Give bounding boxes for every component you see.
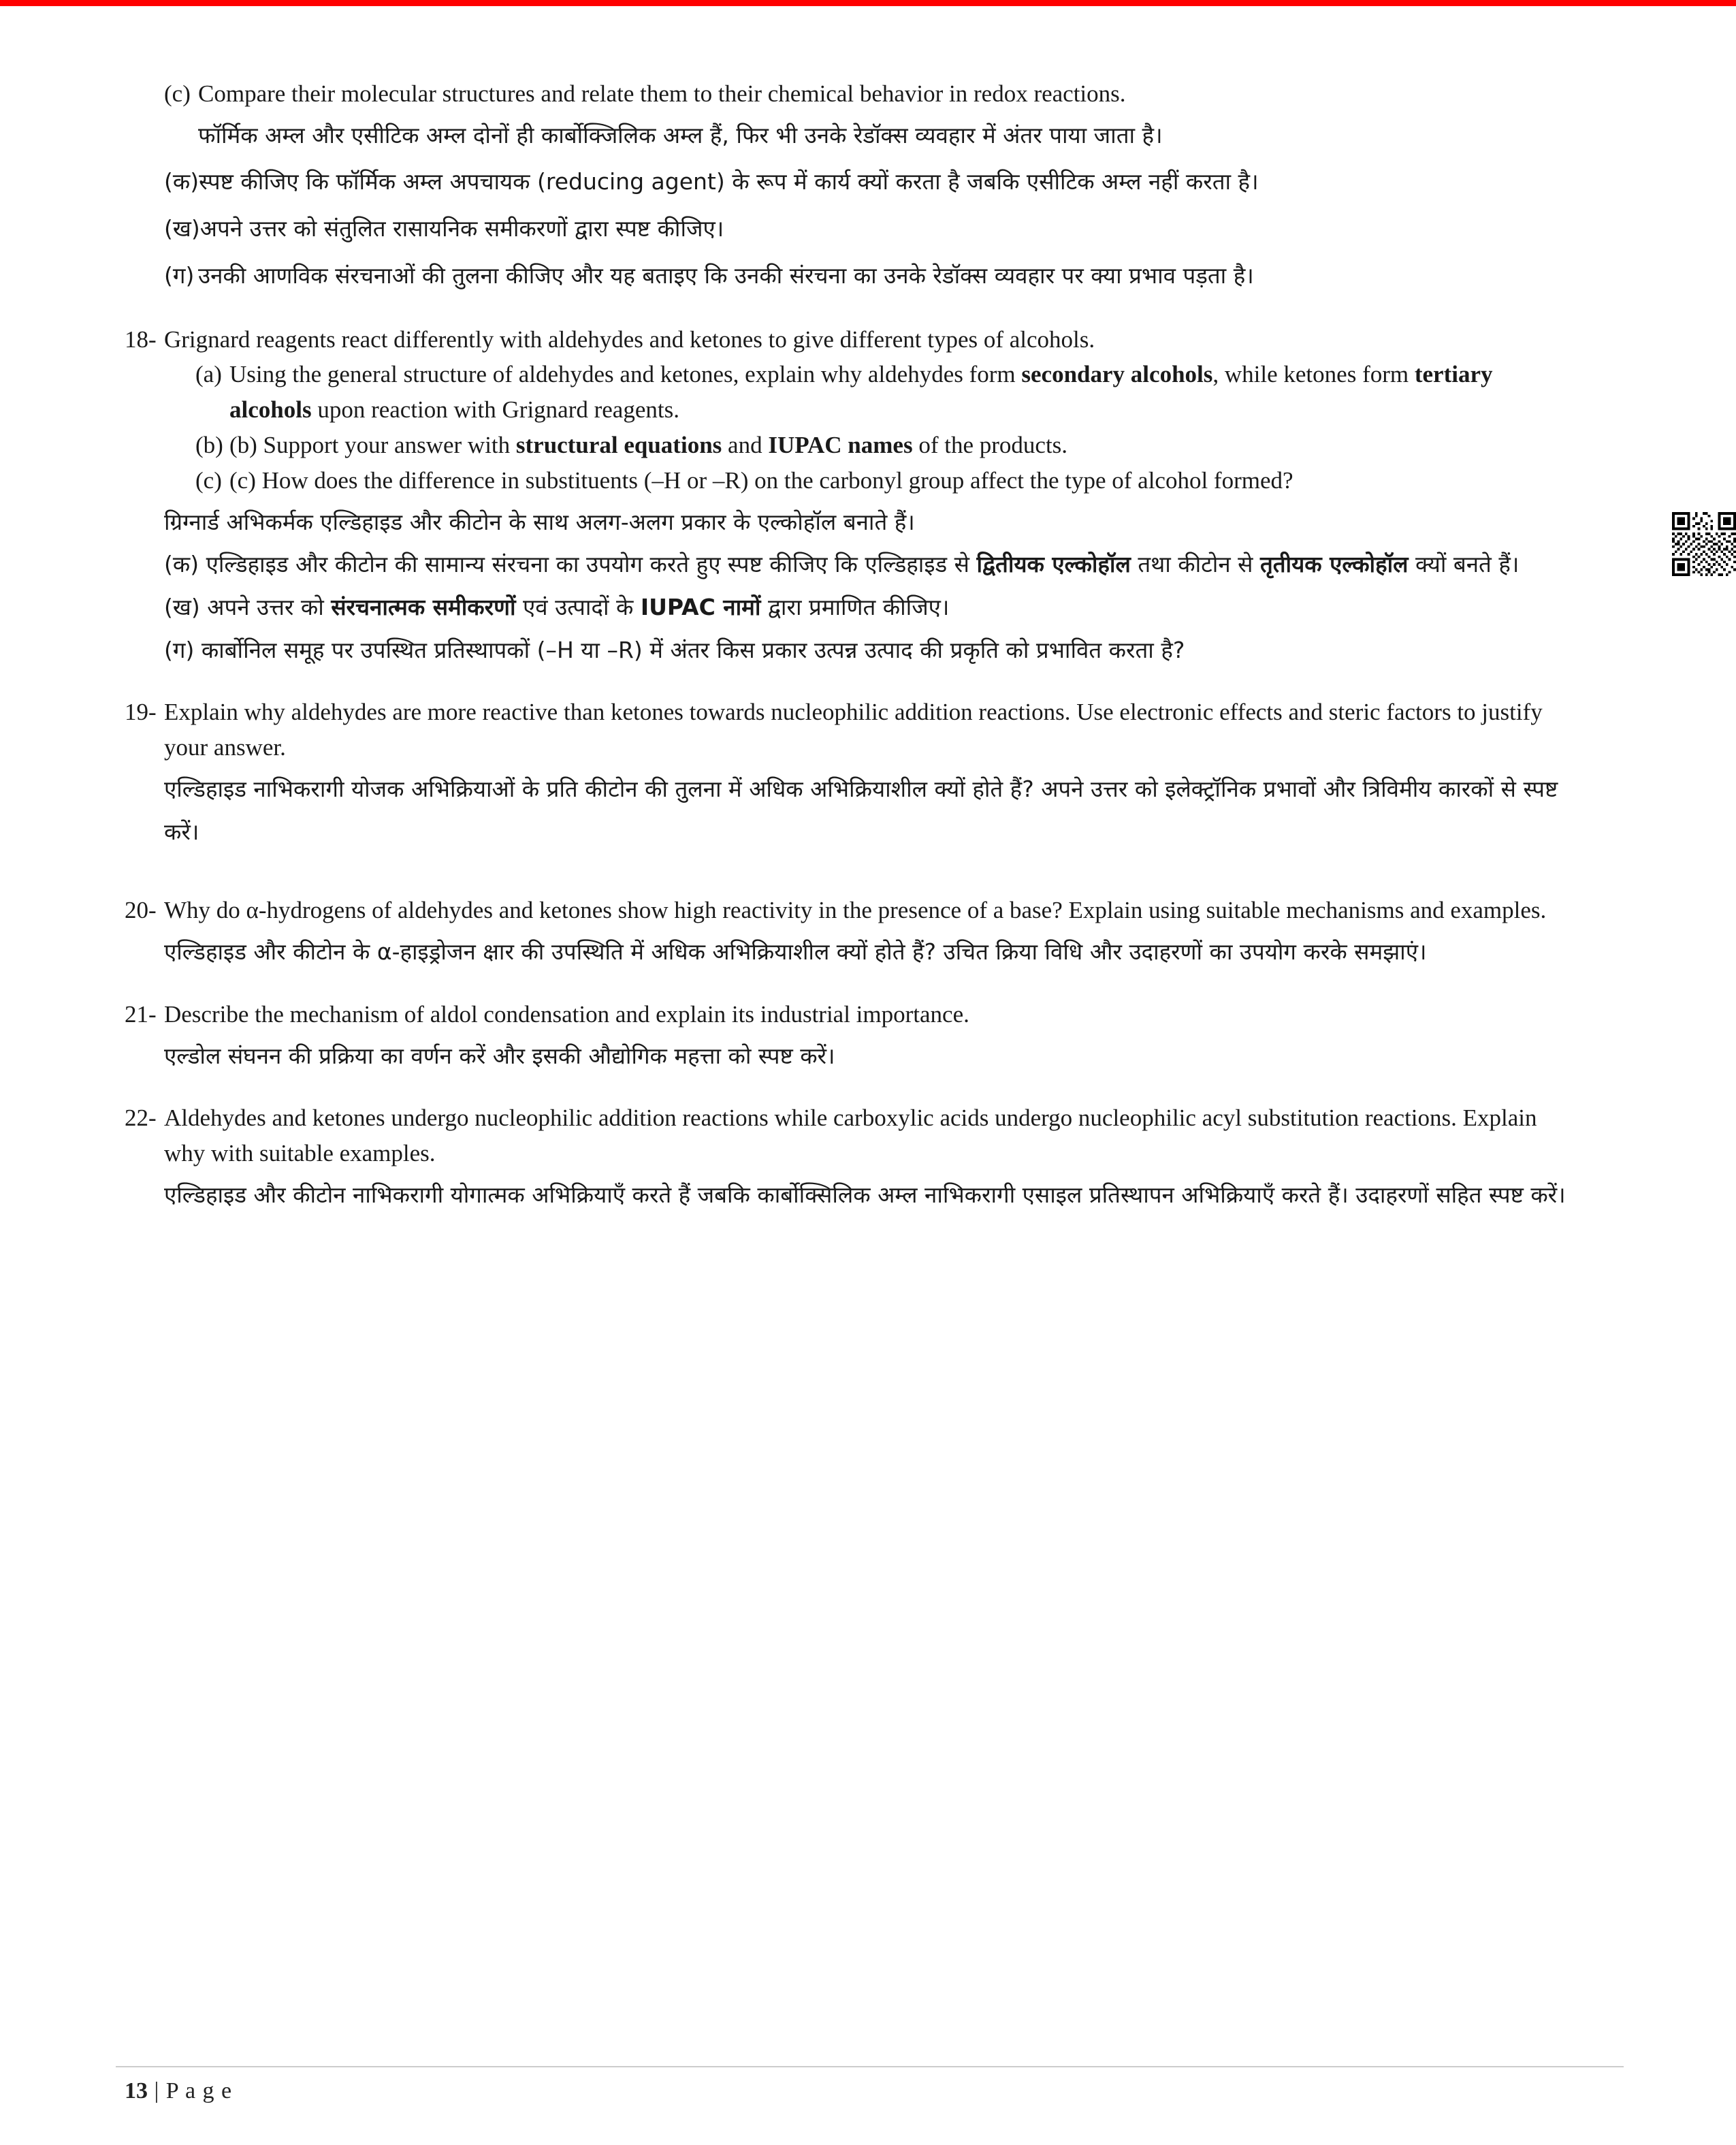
question-text-hi: एल्डिहाइड और कीटोन के α-हाइड्रोजन क्षार की उपस्थिति में अधिक अभिक्रियाशील क्यों होते हैं? उचित क्रिया विधि और उदाहरणों का उपयोग करके समझाएं। bbox=[164, 938, 1427, 966]
text-segment: द्वारा प्रमाणित कीजिए। bbox=[760, 593, 950, 620]
item-18-ka-hi bbox=[164, 543, 1575, 586]
item-17c bbox=[164, 76, 1575, 157]
question-number: 18- bbox=[125, 325, 157, 353]
page-content bbox=[125, 76, 1575, 1240]
bold-text: संरचनात्मक समीकरणों bbox=[331, 593, 516, 620]
item-17-ga bbox=[164, 255, 1575, 298]
item-label: (c) bbox=[164, 80, 191, 107]
bold-text: secondary alcohols bbox=[1021, 361, 1213, 388]
text-segment: Using the general structure of aldehydes and ketones, explain why aldehydes form bbox=[229, 361, 1022, 388]
item-text-hi: अपने उत्तर को संतुलित रासायनिक समीकरणों द्वारा स्पष्ट कीजिए। bbox=[199, 215, 724, 242]
question-text-hi: एल्डोल संघनन की प्रक्रिया का वर्णन करें और इसकी औद्योगिक महत्ता को स्पष्ट करें। bbox=[164, 1042, 835, 1069]
text-segment: एवं उत्पादों के bbox=[515, 593, 641, 620]
question-text-en: Grignard reagents react differently with aldehydes and ketones to give different types of alcohols. bbox=[164, 325, 1095, 353]
item-18c bbox=[195, 463, 1575, 498]
text-segment: तथा कीटोन से bbox=[1130, 551, 1260, 578]
item-text-en: Compare their molecular structures and relate them to their chemical behavior in redox reactions. bbox=[198, 80, 1126, 107]
footer-divider bbox=[116, 2066, 1624, 2067]
item-label: (ग) bbox=[164, 261, 195, 289]
item-label: (क) bbox=[164, 168, 199, 195]
qr-code-icon bbox=[1672, 512, 1736, 576]
item-text-en bbox=[229, 357, 1575, 428]
item-text-en bbox=[229, 428, 1575, 463]
top-border bbox=[0, 0, 1736, 6]
question-number: 20- bbox=[125, 897, 157, 924]
item-18b bbox=[195, 428, 1575, 463]
qr-code bbox=[1672, 512, 1736, 576]
question-text-en: Why do α-hydrogens of aldehydes and ketones show high reactivity in the presence of a base? Explain using suitable mechanisms and examples. bbox=[164, 897, 1547, 924]
text-segment: (b) Support your answer with bbox=[229, 431, 516, 458]
question-text-en: Aldehydes and ketones undergo nucleophilic addition reactions while carboxylic acids undergo nucleophilic acyl substitution reactions. Explain why with suitable examples. bbox=[164, 1105, 1537, 1167]
text-segment: of the products. bbox=[912, 431, 1068, 458]
page-footer-label: | P a g e bbox=[148, 2078, 233, 2103]
item-18-kha-hi bbox=[164, 586, 1575, 629]
page-footer bbox=[125, 2078, 232, 2104]
item-label: (b) bbox=[195, 431, 223, 458]
text-segment: and bbox=[722, 431, 769, 458]
item-text-hi: उनकी आणविक संरचनाओं की तुलना कीजिए और यह बताइए कि उनकी संरचना का उनके रेडॉक्स व्यवहार पर क्या प्रभाव पड़ता है। bbox=[198, 261, 1254, 289]
item-label: (a) bbox=[195, 361, 222, 388]
question-text-en: Explain why aldehydes are more reactive than ketones towards nucleophilic addition reactions. Use electronic effects and steric factors to justify your answer. bbox=[164, 699, 1543, 761]
item-18a bbox=[195, 357, 1575, 428]
question-18 bbox=[125, 322, 1575, 672]
question-number: 21- bbox=[125, 1000, 157, 1028]
question-text-hi: ग्रिग्नार्ड अभिकर्मक एल्डिहाइड और कीटोन के साथ अलग-अलग प्रकार के एल्कोहॉल बनाते हैं। bbox=[164, 508, 915, 535]
question-number: 19- bbox=[125, 699, 157, 726]
item-17-kha bbox=[164, 208, 1575, 251]
item-text-hi: स्पष्ट कीजिए कि फॉर्मिक अम्ल अपचायक (reducing agent) के रूप में कार्य क्यों करता है जबकि एसीटिक अम्ल नहीं करता है। bbox=[199, 168, 1259, 195]
bold-text: द्वितीयक एल्कोहॉल bbox=[976, 551, 1131, 578]
question-19 bbox=[125, 695, 1575, 853]
question-21 bbox=[125, 997, 1575, 1077]
question-17c-block bbox=[125, 76, 1575, 298]
item-17-ka bbox=[164, 161, 1575, 204]
text-segment: (क) एल्डिहाइड और कीटोन की सामान्य संरचना का उपयोग करते हुए स्पष्ट कीजिए कि एल्डिहाइड से bbox=[164, 551, 977, 578]
question-20 bbox=[125, 893, 1575, 973]
text-segment: (ख) अपने उत्तर को bbox=[164, 593, 332, 620]
item-text-hi: फॉर्मिक अम्ल और एसीटिक अम्ल दोनों ही कार्बोक्जिलिक अम्ल हैं, फिर भी उनके रेडॉक्स व्यवहार में अंतर पाया जाता है। bbox=[198, 121, 1163, 148]
text-segment: upon reaction with Grignard reagents. bbox=[311, 396, 679, 424]
bold-text: तृतीयक एल्कोहॉल bbox=[1259, 551, 1409, 578]
item-text-en: (c) How does the difference in substituents (–H or –R) on the carbonyl group affect the type of alcohol formed? bbox=[229, 466, 1293, 494]
bold-text: IUPAC names bbox=[768, 431, 913, 458]
text-segment: क्यों बनते हैं। bbox=[1408, 551, 1520, 578]
question-22 bbox=[125, 1100, 1575, 1216]
bold-text: tertiary alcohols bbox=[229, 361, 1493, 424]
question-text-en: Describe the mechanism of aldol condensation and explain its industrial importance. bbox=[164, 1000, 969, 1028]
bold-text: IUPAC नामों bbox=[640, 593, 761, 620]
question-number: 22- bbox=[125, 1105, 157, 1132]
question-text-hi: एल्डिहाइड और कीटोन नाभिकरागी योगात्मक अभिक्रियाएँ करते हैं जबकि कार्बोक्सिलिक अम्ल नाभिकरागी एसाइल प्रतिस्थापन अभिक्रियाएँ करते हैं। उदाहरणों सहित स्पष्ट करें। bbox=[164, 1181, 1566, 1208]
item-18-ga-hi: (ग) कार्बोनिल समूह पर उपस्थित प्रतिस्थापकों (–H या –R) में अंतर किस प्रकार उत्पन्न उत्पाद की प्रकृति को प्रभावित करता है? bbox=[164, 636, 1185, 663]
item-label: (ख) bbox=[164, 215, 200, 242]
question-text-hi: एल्डिहाइड नाभिकरागी योजक अभिक्रियाओं के प्रति कीटोन की तुलना में अधिक अभिक्रियाशील क्यों होते हैं? अपने उत्तर को इलेक्ट्रॉनिक प्रभावों और त्रिविमीय कारकों से स्पष्ट करें। bbox=[164, 775, 1558, 845]
page-number: 13 bbox=[125, 2078, 148, 2103]
item-label: (c) bbox=[195, 466, 222, 494]
text-segment: , while ketones form bbox=[1212, 361, 1415, 388]
bold-text: structural equations bbox=[515, 431, 722, 458]
